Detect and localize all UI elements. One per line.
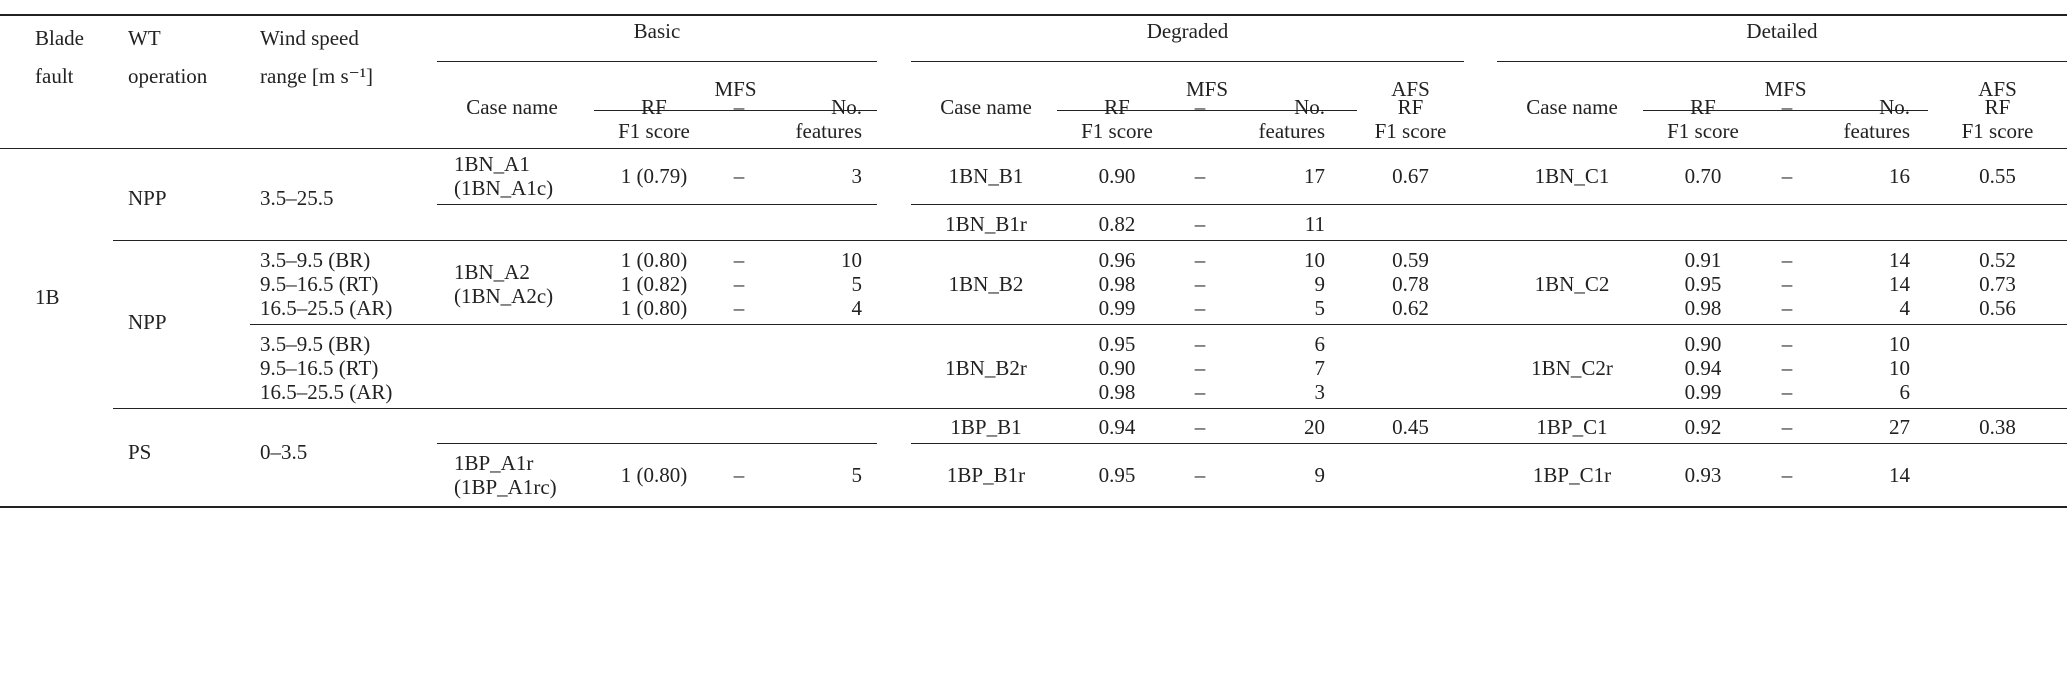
r1-deg-nf: 17	[1304, 164, 1325, 188]
r5-det-dash: –	[1781, 415, 1793, 439]
header-detailed-afs-rf-f1: RF F1 score	[1961, 95, 2034, 143]
r4-det-case: 1BN_C2r	[1531, 356, 1613, 380]
r5-det-case: 1BP_C1	[1536, 415, 1608, 439]
r2-deg-rf: 0.82	[1098, 212, 1136, 236]
row-rule-5a	[437, 443, 877, 444]
row-rule-5b	[911, 443, 2067, 444]
r3-det-case: 1BN_C2	[1534, 272, 1610, 296]
r1-basic-dash: –	[733, 164, 745, 188]
top-rule	[0, 14, 2067, 16]
wt-operation-npp-1: NPP	[128, 186, 167, 210]
r6-det-rf: 0.93	[1684, 463, 1722, 487]
header-basic-dash: –	[733, 95, 745, 119]
r3-basic-dash: – – –	[733, 248, 745, 320]
r4-deg-nf: 6 7 3	[1314, 332, 1325, 404]
header-bottom-rule	[0, 148, 2067, 149]
r5-det-nf: 27	[1889, 415, 1910, 439]
r6-deg-nf: 9	[1314, 463, 1325, 487]
r5-det-rf: 0.92	[1684, 415, 1722, 439]
header-degraded: Degraded	[1146, 19, 1229, 43]
r3-det-nf: 14 14 4	[1889, 248, 1910, 320]
wind-speed-npp-1: 3.5–25.5	[260, 186, 334, 210]
r6-basic-case: 1BP_A1r (1BP_A1rc)	[454, 451, 557, 499]
row-rule-4	[113, 408, 2067, 409]
r1-deg-rf: 0.90	[1098, 164, 1136, 188]
header-basic: Basic	[633, 19, 681, 43]
wind-speed-split-a: 3.5–9.5 (BR) 9.5–16.5 (RT) 16.5–25.5 (AR)	[260, 248, 393, 320]
header-detailed-afs: AFS	[1978, 77, 2017, 101]
header-basic-mfs: MFS	[714, 77, 757, 101]
r1-basic-rf: 1 (0.79)	[620, 164, 688, 188]
r2-deg-case: 1BN_B1r	[945, 212, 1027, 236]
r5-det-afs: 0.38	[1979, 415, 2016, 439]
r4-det-rf: 0.90 0.94 0.99	[1684, 332, 1722, 404]
r5-deg-dash: –	[1194, 415, 1206, 439]
header-basic-rf-f1: RF F1 score	[618, 95, 690, 143]
basic-group-rule	[437, 61, 877, 62]
header-wt-operation: WT operation	[128, 26, 208, 88]
r3-det-rf: 0.91 0.95 0.98	[1684, 248, 1722, 320]
r6-basic-rf: 1 (0.80)	[620, 463, 688, 487]
header-detailed-case-name: Case name	[1526, 95, 1618, 119]
r2-deg-dash: –	[1194, 212, 1206, 236]
bottom-rule	[0, 506, 2067, 508]
r4-deg-dash: – – –	[1194, 332, 1206, 404]
header-detailed: Detailed	[1746, 19, 1818, 43]
r3-basic-case: 1BN_A2 (1BN_A2c)	[454, 260, 554, 308]
r1-basic-nf: 3	[851, 164, 862, 188]
r6-basic-dash: –	[733, 463, 745, 487]
r5-deg-afs: 0.45	[1392, 415, 1429, 439]
wind-speed-ps: 0–3.5	[260, 440, 308, 464]
header-degraded-rf-f1: RF F1 score	[1081, 95, 1153, 143]
wind-speed-split-b: 3.5–9.5 (BR) 9.5–16.5 (RT) 16.5–25.5 (AR)	[260, 332, 393, 404]
detailed-group-rule	[1497, 61, 2067, 62]
wt-operation-npp-2: NPP	[128, 310, 167, 334]
r1-det-nf: 16	[1889, 164, 1910, 188]
row-rule-1a	[437, 204, 877, 205]
r4-deg-case: 1BN_B2r	[945, 356, 1027, 380]
header-degraded-afs-rf-f1: RF F1 score	[1374, 95, 1447, 143]
header-detailed-mfs: MFS	[1764, 77, 1807, 101]
r1-det-dash: –	[1781, 164, 1793, 188]
header-wind-speed: Wind speed range [m s⁻¹]	[260, 26, 374, 88]
header-basic-no-features: No. features	[795, 95, 862, 143]
row-rule-1b	[911, 204, 2067, 205]
header-degraded-dash: –	[1194, 95, 1206, 119]
r6-deg-rf: 0.95	[1098, 463, 1136, 487]
r1-deg-afs: 0.67	[1392, 164, 1429, 188]
wt-operation-ps: PS	[128, 440, 152, 464]
header-detailed-dash: –	[1781, 95, 1793, 119]
r5-deg-rf: 0.94	[1098, 415, 1136, 439]
header-detailed-no-features: No. features	[1843, 95, 1910, 143]
r1-det-afs: 0.55	[1979, 164, 2016, 188]
r4-det-nf: 10 10 6	[1889, 332, 1910, 404]
header-detailed-rf-f1: RF F1 score	[1667, 95, 1739, 143]
r3-basic-rf: 1 (0.80) 1 (0.82) 1 (0.80)	[620, 248, 688, 320]
blade-fault-1b: 1B	[35, 285, 60, 309]
r4-deg-rf: 0.95 0.90 0.98	[1098, 332, 1136, 404]
r5-deg-nf: 20	[1304, 415, 1325, 439]
r6-deg-case: 1BP_B1r	[946, 463, 1026, 487]
degraded-group-rule	[911, 61, 1464, 62]
r1-deg-case: 1BN_B1	[948, 164, 1024, 188]
r3-det-dash: – – –	[1781, 248, 1793, 320]
r1-deg-dash: –	[1194, 164, 1206, 188]
r6-basic-nf: 5	[851, 463, 862, 487]
r6-deg-dash: –	[1194, 463, 1206, 487]
r6-det-case: 1BP_C1r	[1532, 463, 1612, 487]
row-rule-2	[113, 240, 2067, 241]
r3-deg-rf: 0.96 0.98 0.99	[1098, 248, 1136, 320]
header-degraded-mfs: MFS	[1185, 77, 1229, 101]
r5-deg-case: 1BP_B1	[950, 415, 1022, 439]
r3-basic-nf: 10 5 4	[841, 248, 862, 320]
r4-det-dash: – – –	[1781, 332, 1793, 404]
r3-det-afs: 0.52 0.73 0.56	[1979, 248, 2016, 320]
row-rule-3	[250, 324, 2067, 325]
r1-det-case: 1BN_C1	[1534, 164, 1610, 188]
header-degraded-no-features: No. features	[1258, 95, 1325, 143]
r1-basic-case: 1BN_A1 (1BN_A1c)	[454, 152, 554, 200]
header-blade-fault: Blade fault	[35, 26, 84, 88]
header-basic-case-name: Case name	[466, 95, 558, 119]
r3-deg-nf: 10 9 5	[1304, 248, 1325, 320]
header-degraded-afs: AFS	[1391, 77, 1430, 101]
header-degraded-case-name: Case name	[940, 95, 1032, 119]
r3-deg-case: 1BN_B2	[948, 272, 1024, 296]
r6-det-nf: 14	[1889, 463, 1910, 487]
r2-deg-nf: 11	[1304, 212, 1325, 236]
r3-deg-afs: 0.59 0.78 0.62	[1392, 248, 1429, 320]
r6-det-dash: –	[1781, 463, 1793, 487]
r1-det-rf: 0.70	[1684, 164, 1722, 188]
r3-deg-dash: – – –	[1194, 248, 1206, 320]
